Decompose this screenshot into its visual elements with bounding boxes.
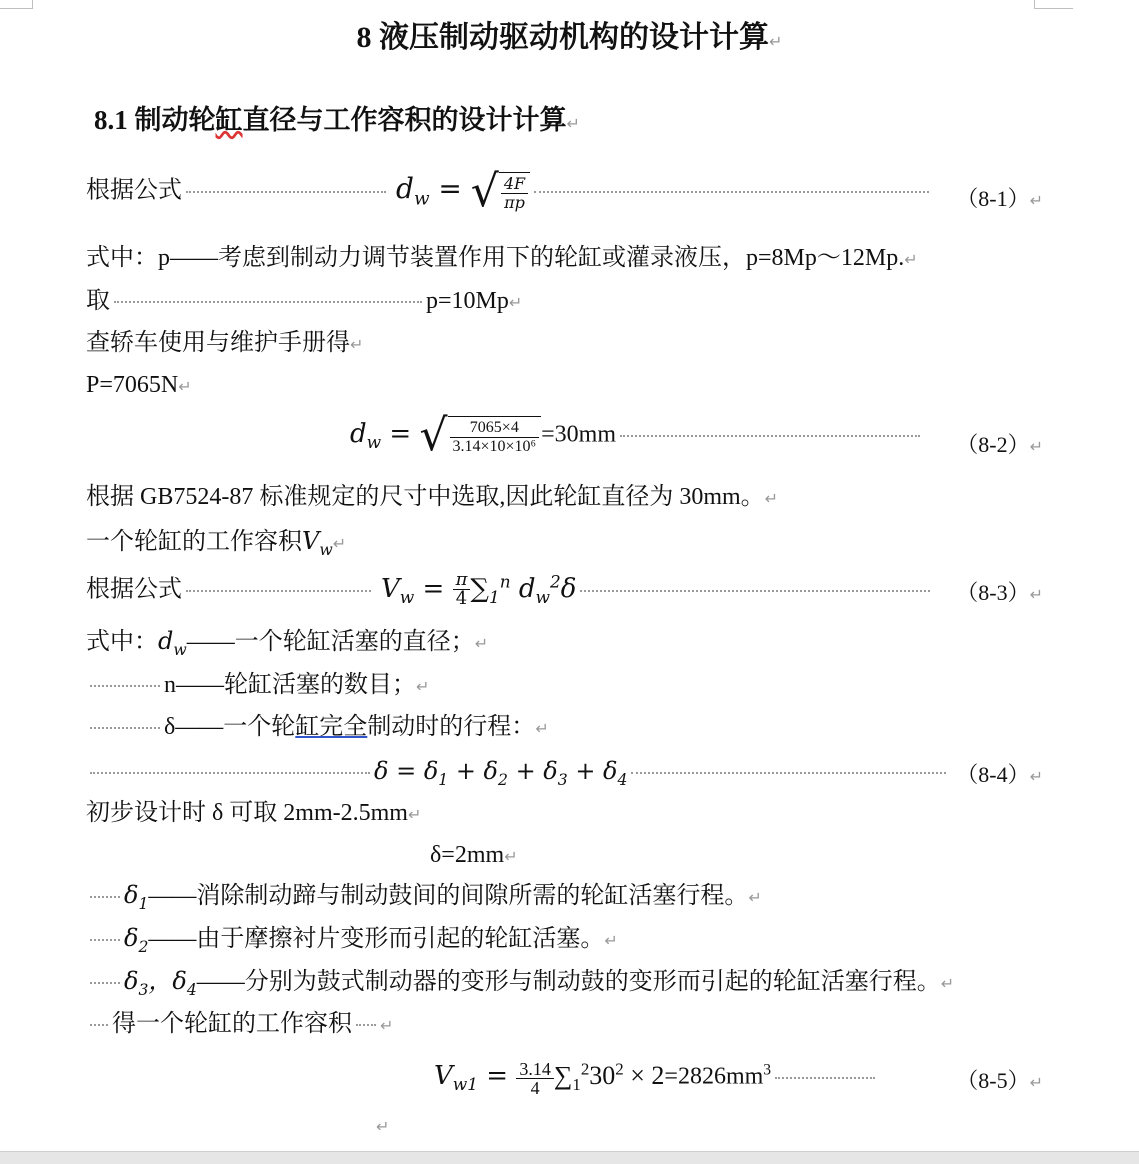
equation-number-8-2: （8-2）↵: [956, 432, 1043, 457]
equation-8-4: $\delta = \delta_1 + \delta_2 + \delta_3 + \delta_4$: [374, 757, 628, 789]
page-corner-mark-left: [0, 0, 33, 9]
formula-line-8-3: 根据公式 $V_w$ = $\frac{\pi}{4}$ $\sum_1^n$ $d_w^2\delta$: [86, 566, 1046, 612]
delta-value: δ=2mm↵: [430, 842, 518, 868]
get-volume-line: 得一个轮缸的工作容积 ↵: [86, 1009, 393, 1041]
equation-number-8-4: （8-4）↵: [956, 762, 1043, 787]
equation-8-2: $d_w$ = √ $\frac{7065\times 4}{\text{3.14×10×10⁶}}$ =30mm: [350, 414, 924, 458]
page-corner-mark-right: [1034, 0, 1073, 9]
take-p-line: 取 p=10Mp↵: [86, 288, 523, 314]
delta1-description: $\delta_1——$消除制动蹄与制动鼓间的间隙所需的轮缸活塞行程。↵: [86, 880, 762, 919]
document-title: 8 液压制动驱动机构的设计计算↵: [356, 21, 783, 54]
volume-intro: 一个轮缸的工作容积$V_w↵$: [86, 527, 347, 559]
empty-paragraph: ↵: [376, 1117, 390, 1136]
preliminary-design-line: 初步设计时 δ 可取 2mm-2.5mm↵: [86, 800, 422, 826]
equation-number-8-3: （8-3）↵: [956, 580, 1043, 605]
formula-line-8-4: [86, 756, 1046, 795]
delta34-description: $\delta_3$，$\delta_4——$分别为鼓式制动器的变形与制动鼓的变形而引起的轮缸活塞行程。↵: [86, 966, 954, 1005]
equation-number-8-5: （8-5）↵: [956, 1068, 1043, 1093]
formula-line-8-1: 根据公式 $d_w$ = √ $\frac{4F}{\pi p}$: [86, 170, 1046, 214]
equation-number-8-1: （8-1）↵: [956, 186, 1043, 211]
section-heading: 8.1 制动轮缸直径与工作容积的设计计算↵: [94, 105, 580, 135]
equation-8-5: $V_{w1}$ = $\frac{3.14}{4}$ $\sum_1^230^2 \times 2=2826mm^3$: [434, 1054, 879, 1100]
force-value: P=7065N↵: [86, 372, 192, 398]
delta2-description: $\delta_2——$由于摩擦衬片变形而引起的轮缸活塞。↵: [86, 923, 618, 962]
gb-standard-line: 根据 GB7524-87 标准规定的尺寸中选取,因此轮缸直径为 30mm。↵: [86, 484, 779, 510]
p-description: 式中：p——考虑到制动力调节装置作用下的轮缸或灌录液压，p=8Mp～12Mp.↵: [86, 245, 918, 271]
equation-8-3: $V_w$ = $\frac{\pi}{4}$ $\sum_1^n$ $d_w^2\delta$: [381, 569, 577, 610]
dw-description: 式中：$d_w——$一个轮缸活塞的直径；↵: [86, 627, 489, 659]
page-bottom-edge: [0, 1151, 1139, 1164]
manual-line: 查轿车使用与维护手册得↵: [86, 330, 364, 356]
n-description: n——轮缸活塞的数目；↵: [86, 670, 429, 702]
equation-8-1: $d_w$ =: [396, 171, 471, 210]
delta-description: δ——一个轮缸完全制动时的行程：↵: [86, 712, 549, 744]
